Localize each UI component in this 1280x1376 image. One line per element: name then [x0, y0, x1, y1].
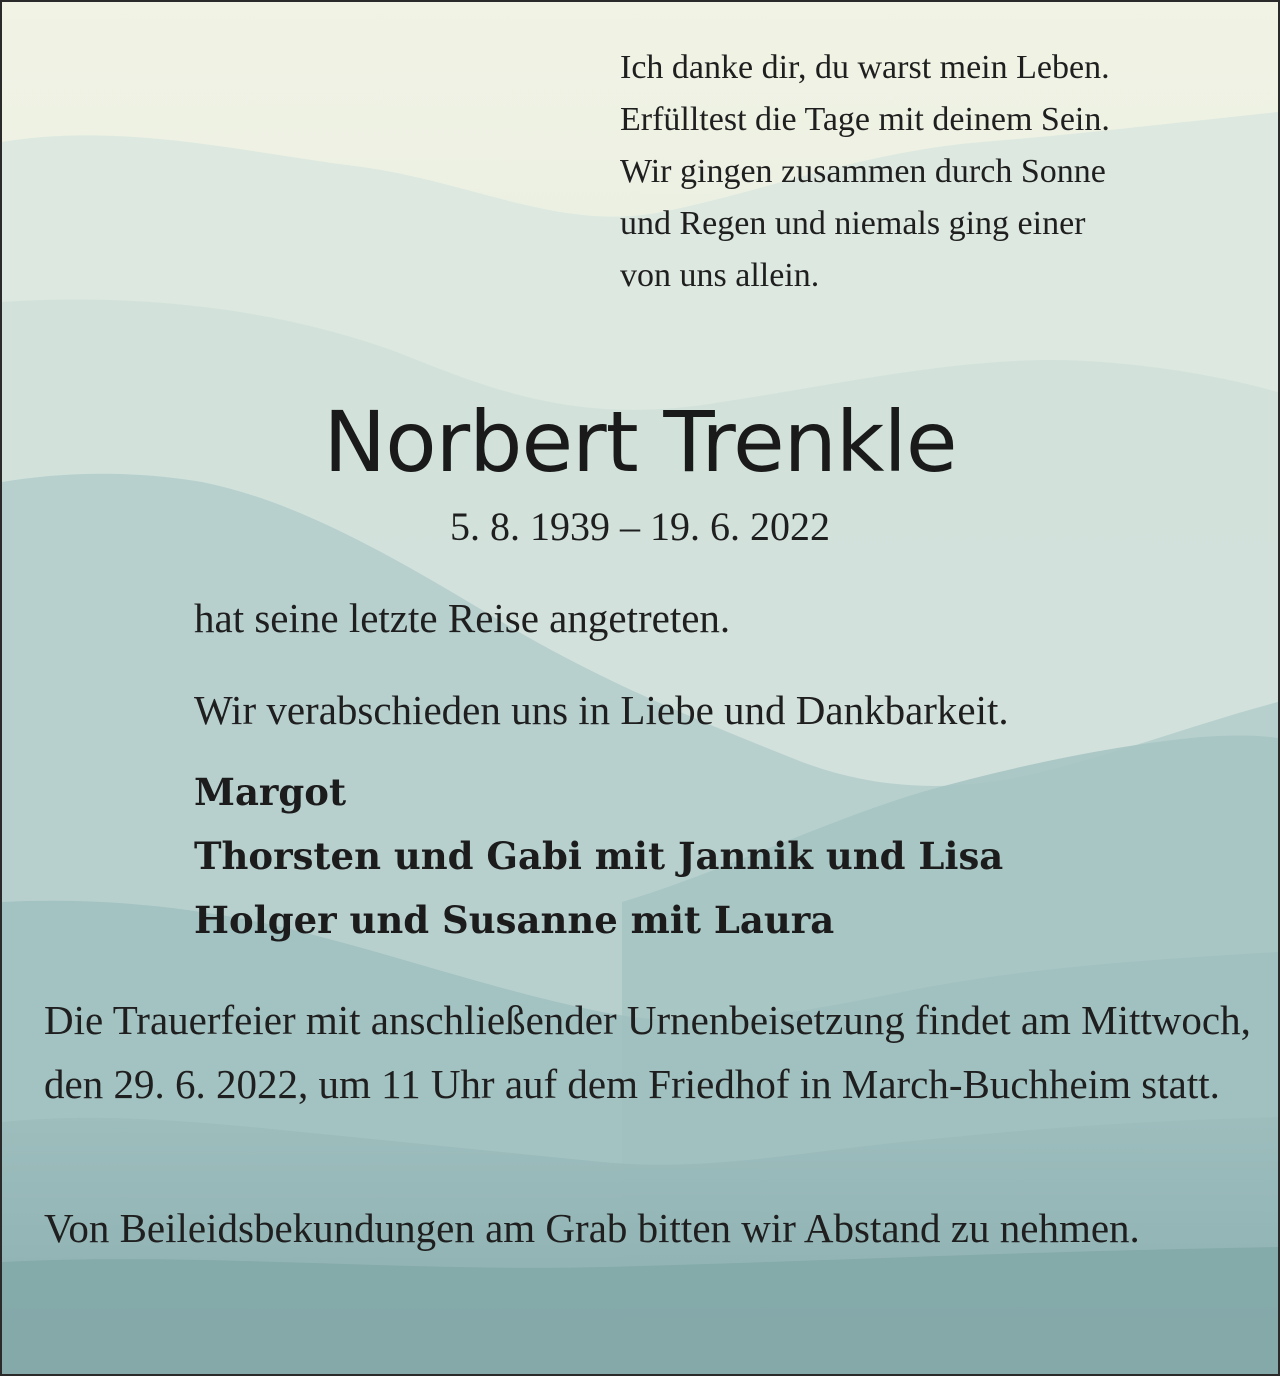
- funeral-information: Die Trauerfeier mit anschließender Urnenbeisetzung findet am Mittwoch, den 29. 6. 2022, um 11 Uhr auf dem Friedhof in March-Buchheim statt.: [44, 997, 1251, 1107]
- gratitude-line: Wir verabschieden uns in Liebe und Dankbarkeit.: [194, 687, 1009, 733]
- mourners-list: [194, 760, 1003, 952]
- farewell-line: hat seine letzte Reise angetreten.: [194, 595, 731, 641]
- condolence-note: Von Beileidsbekundungen am Grab bitten wir Abstand zu nehmen.: [44, 1205, 1140, 1251]
- mourner-item: Margot: [194, 770, 347, 814]
- memorial-poem: Ich danke dir, du warst mein Leben. Erfülltest die Tage mit deinem Sein. Wir gingen zusammen durch Sonne und Regen und niemals ging einer von uns allein.: [620, 49, 1110, 294]
- life-dates: 5. 8. 1939 – 19. 6. 2022: [450, 504, 830, 549]
- mourner-item: Thorsten und Gabi mit Jannik und Lisa: [194, 834, 1004, 878]
- deceased-name: Norbert Trenkle: [323, 393, 957, 491]
- mourner-item: Holger und Susanne mit Laura: [194, 898, 835, 942]
